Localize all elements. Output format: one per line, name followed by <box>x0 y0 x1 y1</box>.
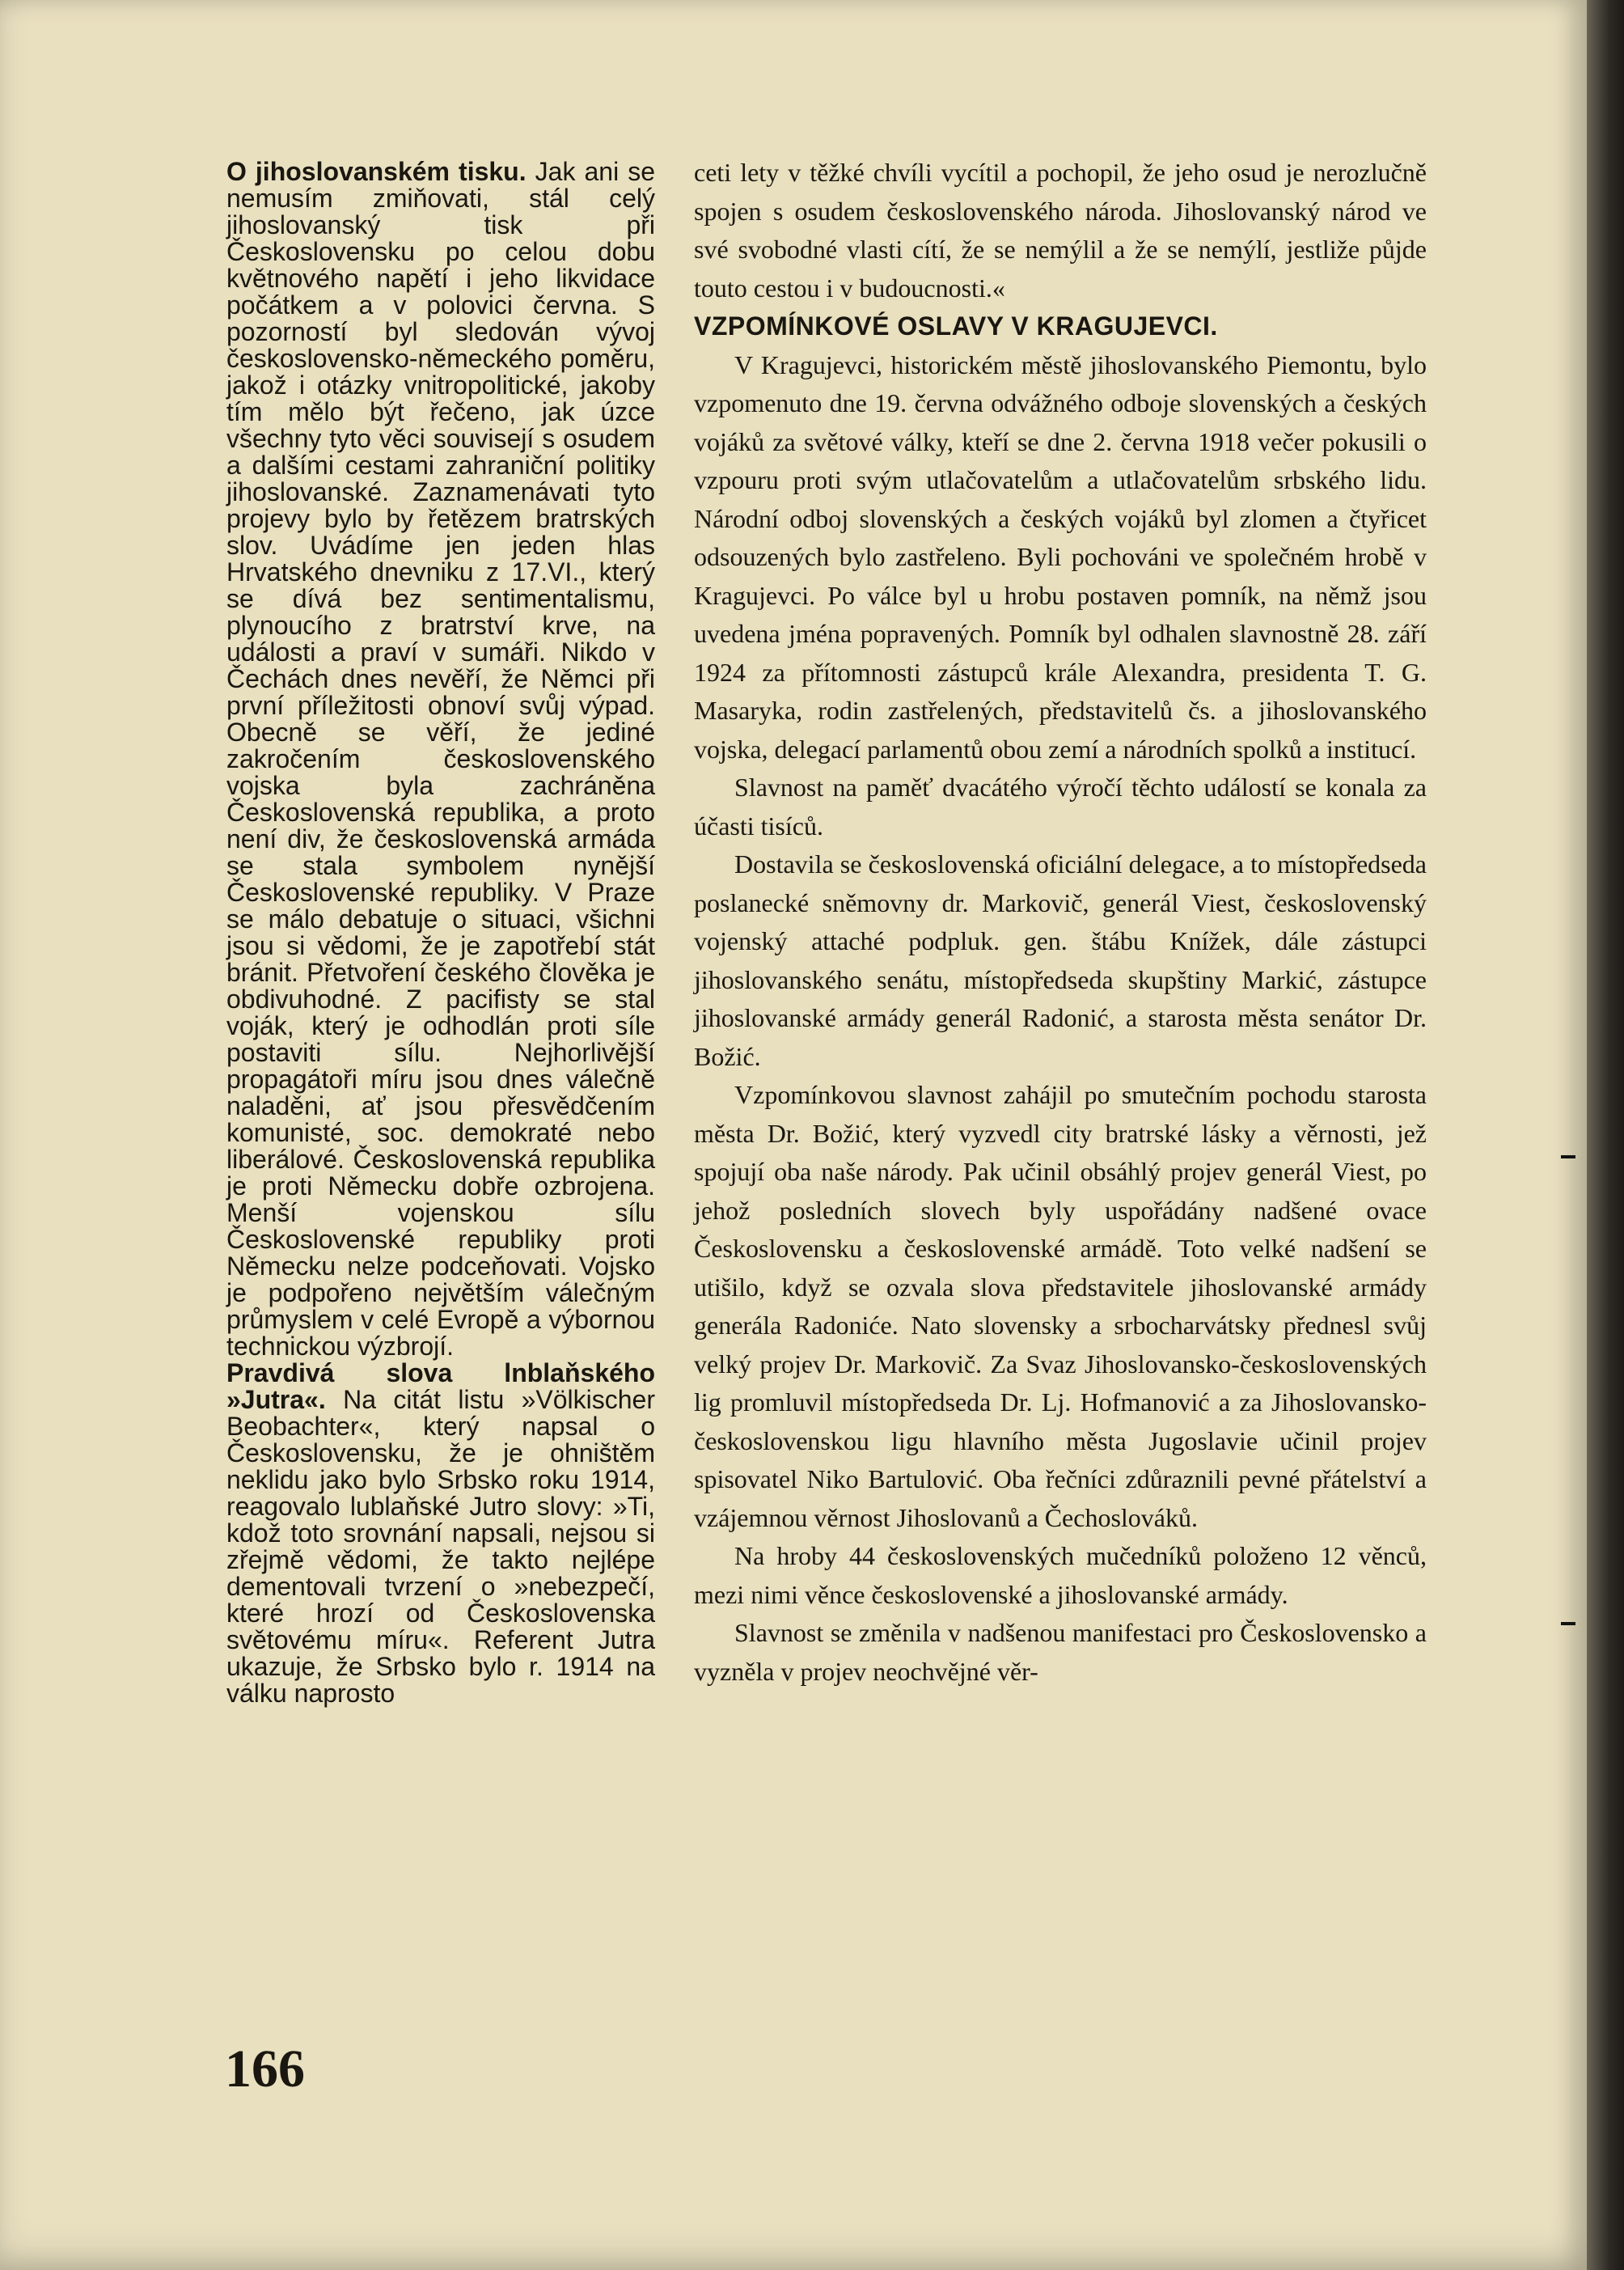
right-paragraph-1: V Kragujevci, historickém městě jihoslovanského Piemontu, bylo vzpomenuto dne 19. června odvážného odboje slovenských a českých vojáků za světové války, kteří se dne 2. června 1918 večer pokusili o vzpouru proti svým utlačovatelům a utlačovatelům srbského lidu. Národní odboj slovenských a českých vojáků byl zlomen a čtyřicet odsouzených bylo zastřeleno. Byli pochováni ve společném hrobě v Kragujevci. Po válce byl u hrobu postaven pomník, na němž jsou uvedena jména popravených. Pomník byl odhalen slavnostně 28. září 1924 za přítomnosti zástupců krále Alexandra, presidenta T. G. Masaryka, rodin zastřelených, představitelů čs. a jihoslovanského vojska, delegací parlamentů obou zemí a národních spolků a institucí. <box>694 349 1427 764</box>
right-continuation-paragraph: ceti lety v těžké chvíli vycítil a pochopil, že jeho osud je nerozlučně spojen s osudem československého národa. Jihoslovanský národ ve své svobodné vlasti cítí, že se nemýlil a že se nemýlí, jestliže půjde touto cestou i v budoucnosti.« <box>694 158 1427 303</box>
right-paragraph-2: Slavnost na paměť dvacátého výročí těchto událostí se konala za účasti tisíců. <box>694 773 1427 841</box>
binding-mark <box>1561 1622 1575 1625</box>
left-paragraph-1 <box>226 159 655 1360</box>
right-paragraph-5: Na hroby 44 československých mučedníků položeno 12 věnců, mezi nimi věnce československé a jihoslovanské armády. <box>694 1541 1427 1609</box>
left-paragraph-1-lead: O jihoslovanském tisku. <box>226 157 527 186</box>
left-paragraph-1-text: Jak ani se nemusím zmiňovati, stál celý jihoslovanský tisk při Československu po celou dobu květnového napětí i jeho likvidace počátkem a v polovici června. S pozorností byl sledován vývoj československo-německého poměru, jakož i otázky vnitropolitické, jakoby tím mělo být řečeno, jak úzce všechny tyto věci souvisejí s osudem a dalšími cestami zahraniční politiky jihoslovanské. Zaznamenávati tyto projevy bylo by řetězem bratrských slov. Uvádíme jen jeden hlas Hrvatského dnevniku z 17.VI., který se dívá bez sentimentalismu, plynoucího z bratrství krve, na události a praví v sumáři. Nikdo v Čechách dnes nevěří, že Němci při první příležitosti obnoví svůj výpad. Obecně se věří, že jediné zakročením československého vojska byla zachráněna Československá republika, a proto není div, že československá armáda se stala symbolem nynější Československé republiky. V Praze se málo debatuje o situaci, všichni jsou si vědomi, že je zapotřebí stát bránit. Přetvoření českého člověka je obdivuhodné. Z pacifisty se stal voják, který je odhodlán proti síle postaviti sílu. Nejhorlivější propagátoři míru jsou dnes válečně naladěni, ať jsou přesvědčením komunisté, soc. demokraté nebo liberálové. Československá republika je proti Německu dobře ozbrojena. Menší vojenskou sílu Československé republiky proti Německu nelze podceňovati. Vojsko je podpořeno největším válečným průmyslem v celé Evropě a výbornou technickou výzbrojí. <box>226 157 656 1361</box>
right-column <box>694 154 1427 1691</box>
page-number: 166 <box>225 2039 305 2098</box>
section-heading: VZPOMÍNKOVÉ OSLAVY V KRAGUJEVCI. <box>694 311 1218 341</box>
right-paragraph-6: Slavnost se změnila v nadšenou manifestaci pro Československo a vyzněla v projev neochvějné věr- <box>694 1618 1427 1686</box>
right-paragraph-4: Vzpomínkovou slavnost zahájil po smutečním pochodu starosta města Dr. Božić, který vyzvedl city bratrské lásky a věrnosti, jež spojují oba naše národy. Pak učinil obsáhlý projev generál Viest, po jehož posledních slovech byly uspořádány nadšené ovace Československu a československé armádě. Toto velké nadšení se utišilo, když se ozvala slova představitele jihoslovanské armády generála Radoniće. Nato slovensky a srbocharvátsky přednesl svůj velký projev Dr. Markovič. Za Svaz Jihoslovansko-československých lig promluvil místopředseda Dr. Lj. Hofmanović a za Jihoslovansko-československou ligu hlavního města Jugoslavie učinil projev spisovatel Niko Bartulović. Oba řečníci zdůraznili pevné přátelství a vzájemnou věrnost Jihoslovanů a Čechoslováků. <box>694 1080 1427 1532</box>
left-paragraph-2-text: Na citát listu »Völkischer Beobachter«, který napsal o Československu, že je ohništěm neklidu jako bylo Srbsko roku 1914, reagovalo lublaňské Jutro slovy: »Ti, kdož toto srovnání napsali, nejsou si zřejmě vědomi, že takto nejlépe dementovali tvrzení o »nebezpečí, které hrozí od Československa světovému míru«. Referent Jutra ukazuje, že Srbsko bylo r. 1914 na válku naprosto <box>226 1385 656 1708</box>
binding-mark <box>1561 1155 1575 1158</box>
left-paragraph-2-lead: Pravdivá slova lnblaňského »Jutra«. <box>226 1358 655 1414</box>
book-gutter <box>1587 0 1624 2270</box>
left-paragraph-2 <box>226 1360 655 1707</box>
left-column <box>226 159 655 1707</box>
right-paragraph-3: Dostavila se československá oficiální delegace, a to místopředseda poslanecké sněmovny dr. Markovič, generál Viest, československý vojenský attaché podpluk. gen. štábu Knížek, dále zástupci jihoslovanského senátu, místopředseda skupštiny Markić, zástupce jihoslovanské armády generál Radonić, a starosta města senátor Dr. Božić. <box>694 849 1427 1071</box>
